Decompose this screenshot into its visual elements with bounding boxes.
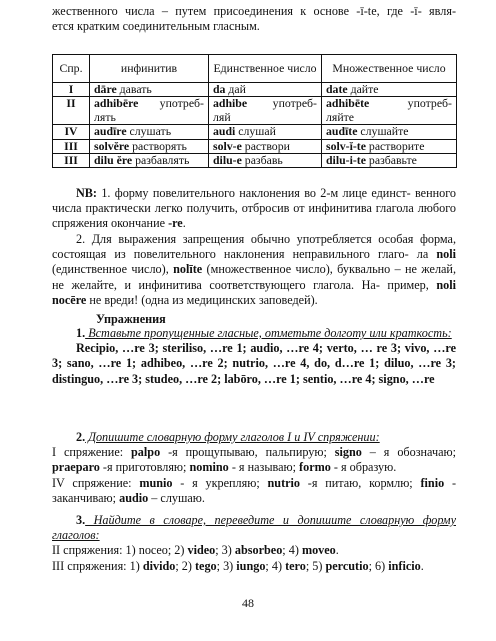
cell-plural-translation: разбавьте [365,153,417,168]
exercise-3 [52,513,456,574]
cell-infinitive-line [94,97,204,110]
cell-singular-line [213,125,317,138]
cell-plural-latin: audīte [326,124,358,139]
text: . [420,558,424,573]
exercise-1-title: Вставьте пропущенные гласные, отметьте долготу или краткость: [85,326,452,340]
cell-plural-latin: adhibēte [326,96,370,111]
exercise-2-title: Допишите словарную форму глаголов I и IV спряжении: [85,430,380,444]
cell-infinitive-translation: разбавлять [132,153,190,168]
exercise-3-line-2 [52,559,456,574]
cell-singular-line [213,154,317,167]
nb-example: noli nocēre [52,277,456,307]
nb-text-2a: 2. Для выражения запрещения обычно употребляется особая форма, состоящая из повелительного наклонения неправильного глаго- ла [52,232,456,262]
intro-line-1: жественного числа – путем присоединения к основе -ī-te, где -ī- явля- [52,4,456,18]
text: ; 3) [215,543,235,558]
cell-conjugation: IV [53,125,90,139]
cell-infinitive-translation: давать [116,82,152,96]
text: – слушаю. [148,490,205,505]
cell-infinitive-line [94,83,204,96]
cell-plural-translation: употреб- [369,96,452,111]
text: - я называю; [228,460,300,475]
cell-singular-latin: dilu-e [213,153,242,168]
word-video: video [187,543,216,558]
cell-singular-continuation: ляй [213,109,231,124]
nb-text-2d: не вреди! (одна из медицинских заповедей). [86,292,318,307]
word-tero: tero [285,558,306,573]
cell-conjugation: III [53,139,90,153]
cell-infinitive-latin: dilu ĕre [94,153,133,168]
cell-singular-translation: раствори [241,138,290,153]
header-infinitive: инфинитив [90,55,209,83]
nb-label: NB: [76,186,97,200]
cell-infinitive-line [94,154,204,167]
cell-conjugation: II [53,97,90,125]
exercise-3-number: 3. [76,513,86,527]
cell-plural [322,154,457,168]
intro-line-2: ется кратким соединительным гласным. [52,19,260,34]
cell-plural-line [326,154,452,167]
intro-paragraph [52,4,456,34]
exercise-1 [52,326,456,387]
cell-singular-latin: audi [213,124,236,139]
table-row [53,139,457,153]
nb-paragraph-1 [52,186,456,232]
cell-infinitive-translation: употреб- [138,96,204,111]
word-absorbeo: absorbeo [234,543,283,558]
cell-plural-latin: dilu-i-te [326,153,366,168]
exercise-1-words: Recipio, …re 3; steriliso, …re 1; audio, …re 4; verto, … re 3; vivo, …re 3; sano, …re 1; adhibeo, …re 2; nutrio, …re 4, do, d…re 1; diluo, …re 3; distinguo, …re 3; studeo, …re 2; labōro, …re 1; sentio, …re 4; signo, …re [52,341,456,386]
cell-plural-line [326,97,452,110]
cell-singular [209,154,322,168]
cell-infinitive-continuation: лять [94,109,116,124]
text: -я питаю, кормлю; [300,475,421,490]
cell-plural-line [326,125,452,138]
cell-singular-translation: употреб- [247,96,317,111]
cell-conjugation: III [53,154,90,168]
exercises-heading: Упражнения [96,312,166,326]
cell-plural-translation: дайте [347,82,379,96]
exercise-1-number: 1. [76,326,86,340]
cell-infinitive-latin: audīre [94,124,127,139]
cell-plural-line [326,140,452,153]
text: -я приготовляю; [99,460,190,475]
cell-infinitive [90,83,209,97]
text: ; 4) [282,543,302,558]
cell-plural-translation: растворите [365,138,425,153]
text: ; 4) [265,558,286,573]
word-palpo: palpo [131,445,161,460]
cell-plural-translation: слушайте [357,124,409,139]
text: ; 3) [216,558,237,573]
cell-singular-latin: da [213,82,226,96]
page-number: 48 [242,596,254,610]
exercise-3-line-1 [52,543,456,558]
cell-plural-latin: solv-ĭ-te [326,138,366,153]
text: – я обозначаю; [361,445,456,460]
text: - я образую. [330,460,397,475]
nb-text-1: 1. форму повелительного наклонения во 2-м лице единст- венного числа практически легко получить, отбросив от инфинитива глагола любого спряжения окончание [52,186,456,231]
cell-plural [322,139,457,153]
nb-nolite: nolīte [173,262,203,277]
word-nomino: nomino [189,460,229,475]
text: -я прощупываю, пальпирую; [160,445,335,460]
cell-infinitive-latin: solvĕre [94,138,130,153]
cell-singular-translation: разбавь [241,153,283,168]
word-praeparo: praeparo [52,460,100,475]
word-inficio: inficio [388,558,421,573]
cell-singular [209,97,322,125]
table-row [53,125,457,139]
word-moveo: moveo [301,543,336,558]
cell-plural-latin: date [326,82,348,96]
text: ; 6) [368,558,389,573]
word-nutrio: nutrio [267,475,301,490]
cell-singular [209,125,322,139]
text: . [335,543,339,558]
cell-infinitive [90,97,209,125]
word-signo: signo [334,445,362,460]
cell-infinitive-translation: растворять [129,138,187,153]
cell-plural [322,125,457,139]
cell-infinitive [90,125,209,139]
text: ; 2) [175,558,195,573]
header-conjugation: Спр. [53,55,90,83]
word-iungo: iungo [236,558,266,573]
exercise-1-body [52,341,456,387]
nb-paragraph-2 [52,232,456,308]
cell-singular-translation: дай [225,82,246,96]
cell-singular [209,83,322,97]
cell-conjugation: I [53,83,90,97]
cell-singular-latin: solv-e [213,138,242,153]
cell-plural [322,97,457,125]
exercise-3-title: Найдите в словаре, переведите и допишите словарную форму глаголов: [52,513,456,543]
cell-singular-line [213,140,317,153]
cell-infinitive [90,154,209,168]
text: - заканчиваю; [52,475,457,505]
text: - я укрепляю; [172,475,268,490]
table-row [53,97,457,125]
text: III спряжения: 1) [52,558,143,573]
cell-singular-line [213,97,317,110]
cell-plural-continuation: ляйте [326,109,355,124]
table-header-row [53,55,457,83]
cell-singular-line [213,83,317,96]
header-plural: Множественное число [322,55,457,83]
conj-i-label: I спряжение: [52,445,132,460]
table-row [53,83,457,97]
exercise-2 [52,430,456,506]
text: ; 5) [305,558,326,573]
nb-ending: -re [168,216,183,231]
cell-singular-latin: adhibe [213,96,248,111]
exercise-2-number: 2. [76,430,86,444]
word-divido: divido [142,558,176,573]
cell-infinitive-latin: dāre [94,82,117,96]
imperative-table [52,54,457,168]
nb-period: . [182,216,186,231]
cell-plural-line [326,83,452,96]
nb-noli: noli [436,247,456,262]
conj-iv-label: IV спряжение: [52,475,140,490]
exercise-2-line-1 [52,445,456,475]
cell-infinitive-latin: adhibēre [94,96,139,111]
text: II спряжения: 1) noceo; 2) [52,543,188,558]
nb-text-2b: (единственное число), [52,262,174,277]
cell-infinitive-translation: слушать [126,124,172,139]
exercise-2-line-2 [52,476,456,506]
word-finio: finio [420,475,445,490]
cell-singular-translation: слушай [235,124,276,139]
cell-plural [322,83,457,97]
cell-infinitive-line [94,140,204,153]
word-audio: audio [119,490,149,505]
table-row [53,154,457,168]
cell-singular [209,139,322,153]
word-tego: tego [194,558,217,573]
word-percutio: percutio [325,558,369,573]
cell-infinitive [90,139,209,153]
nb-text-2c: (множественное число), буквально – не желай, не желайте, и инфинитива соответствующего глагола. На- пример, [52,262,457,292]
word-munio: munio [139,475,173,490]
header-singular: Единственное число [209,55,322,83]
word-formo: formo [299,460,331,475]
cell-infinitive-line [94,125,204,138]
